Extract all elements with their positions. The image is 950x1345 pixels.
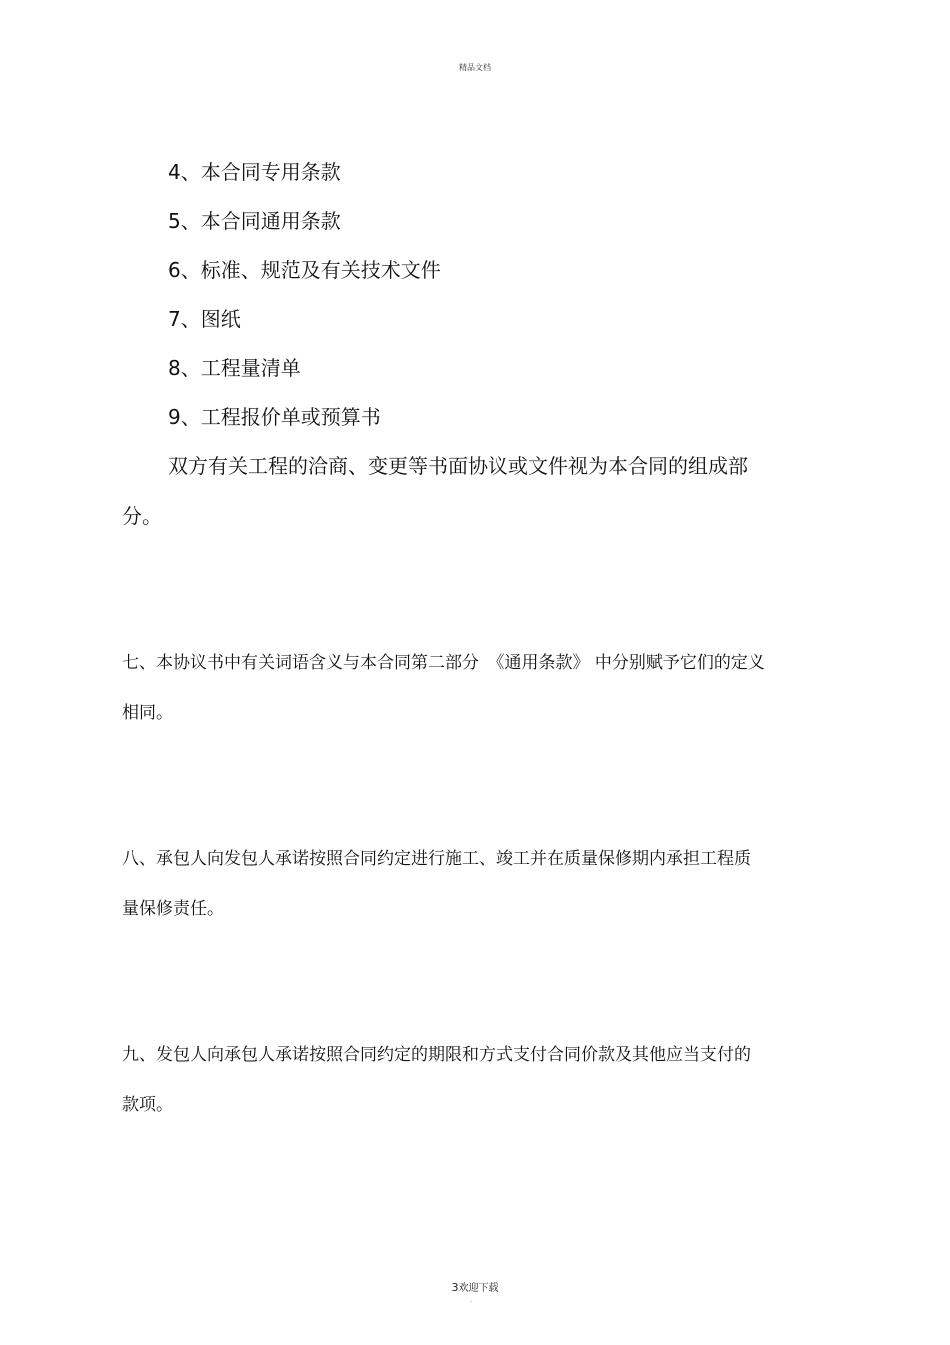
clause-8-line2: 量保修责任。 xyxy=(122,899,224,919)
list-item-7: 7、图纸 xyxy=(168,307,241,331)
list-item-5: 5、本合同通用条款 xyxy=(168,209,341,233)
clause-9-line2: 款项。 xyxy=(122,1095,173,1115)
clause-7-line2: 相同。 xyxy=(122,703,173,723)
clause-8-line1: 八、承包人向发包人承诺按照合同约定进行施工、竣工并在质量保修期内承担工程质 xyxy=(122,849,751,869)
composition-paragraph-line1: 双方有关工程的洽商、变更等书面协议或文件视为本合同的组成部 xyxy=(168,454,748,478)
page-footer xyxy=(0,1279,950,1294)
list-item-6: 6、标准、规范及有关技术文件 xyxy=(168,258,441,282)
clause-9-line1: 九、发包人向承包人承诺按照合同约定的期限和方式支付合同价款及其他应当支付的 xyxy=(122,1045,751,1065)
footer-text: 欢迎下载 xyxy=(458,1283,499,1294)
clause-7-line1: 七、本协议书中有关词语含义与本合同第二部分 《通用条款》 中分别赋予它们的定义 xyxy=(122,653,765,673)
list-item-4: 4、本合同专用条款 xyxy=(168,160,341,184)
list-item-8: 8、工程量清单 xyxy=(168,356,301,380)
page-number: 3 xyxy=(451,1281,459,1294)
footer-dot: 。 xyxy=(470,1297,477,1304)
composition-paragraph-line2: 分。 xyxy=(122,504,162,528)
list-item-9: 9、工程报价单或预算书 xyxy=(168,405,381,429)
page-header: 精品文档 xyxy=(459,63,491,72)
